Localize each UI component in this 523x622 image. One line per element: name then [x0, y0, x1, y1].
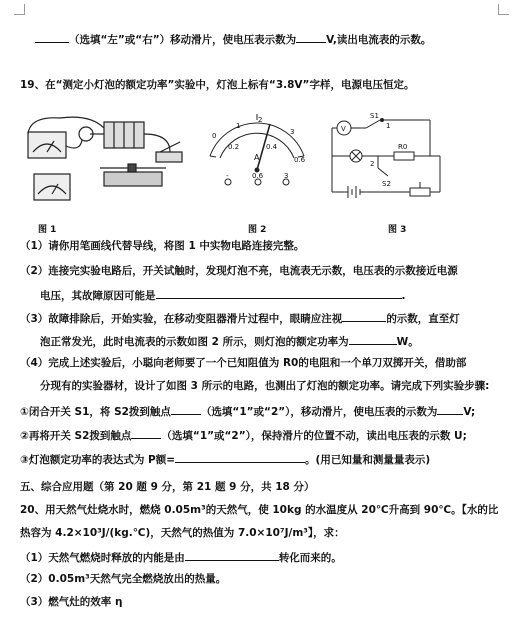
answer-blank[interactable]	[35, 31, 69, 43]
q19-step-3: ③灯泡额定功率的表达式为 P额= 。(用已知量和测量量表示)	[20, 451, 430, 467]
q19-part-4-line-2: 分现有的实验器材，设计了如图 3 所示的电路，也测出了灯泡的额定功率。请完成下列实验步骤:	[40, 380, 490, 392]
q20-stem-line-1: 20、用天然气灶烧水时，燃烧 0.05m³的天然气，使 10kg 的水温度从 20℃升高到 90℃。【水的比	[20, 504, 499, 516]
figure-2-label: 图 2	[248, 225, 267, 235]
q19-part-1: （1）请你用笔画线代替导线，将图 1 中实物电路连接完整。	[20, 240, 305, 252]
answer-blank[interactable]	[131, 427, 161, 439]
ammeter-terminal-label: -	[226, 172, 229, 180]
q20-part-2: （2）0.05m³天然气完全燃烧放出的热量。	[20, 573, 227, 585]
q19-step-1: ①闭合开关 S1，将 S2拨到触点 （选填“1”或“2”），移动滑片，使电压表的示数为 V;	[20, 403, 475, 419]
ammeter-tick-label: 3	[290, 128, 295, 136]
q20-stem-line-2: 热容为 4.2×10³J/(kg.℃)，天然气的热值为 7.0×10⁷J/m³】，求：	[20, 527, 345, 539]
q19-stem: 19、在“测定小灯泡的额定功率”实验中，灯泡上标有“3.8V”字样，电源电压恒定。	[20, 79, 415, 91]
resistor-r0-label: R0	[398, 143, 408, 151]
answer-blank[interactable]	[171, 403, 201, 415]
voltmeter-symbol-label: V	[341, 125, 346, 133]
section-5-heading: 五、综合应用题（第 20 题 9 分，第 21 题 9 分，共 18 分）	[20, 481, 315, 493]
ammeter-tick-label: 0	[212, 132, 217, 140]
answer-blank[interactable]	[296, 31, 326, 43]
switch-s2-label: S2	[382, 180, 391, 188]
q20-part-1: （1）天然气燃烧时释放的内能是由 转化而来的。	[20, 549, 342, 565]
ammeter-terminal-label: 3	[284, 172, 289, 180]
ammeter-tick-label: 0.4	[266, 143, 278, 151]
ammeter-tick-label: 1	[236, 122, 241, 130]
answer-blank[interactable]	[437, 403, 463, 415]
ammeter-tick-label: 2	[258, 116, 263, 124]
page-corner-mark	[498, 4, 509, 15]
figure-1-label: 图 1	[38, 225, 57, 235]
switch-s1-label: S1	[370, 112, 379, 120]
figure-1-circuit-diagram	[20, 112, 190, 217]
figure-3-label: 图 3	[388, 225, 407, 235]
q20-part-3: （3）燃气灶的效率 η	[20, 596, 123, 608]
q19-part-2-line-2: 电压，其故障原因可能是 .	[40, 287, 406, 303]
q19-part-4-line-1: （4）完成上述实验后，小聪向老师要了一个已知阻值为 R0的电阻和一个单刀双掷开关，借助部	[20, 357, 467, 369]
ammeter-tick-label: 0.6	[294, 156, 306, 164]
page-corner-mark	[14, 4, 25, 15]
q19-part-2-line-1: （2）连接完实验电路后，开关试触时，发现灯泡不亮，电流表无示数，电压表的示数接近电源	[20, 265, 458, 277]
answer-blank[interactable]	[342, 310, 386, 322]
figure-3-schematic	[326, 112, 448, 210]
q19-part-3-line-2: 泡正常发光，此时电流表的示数如图 2 所示，则灯泡的额定功率为 W。	[40, 333, 419, 349]
contact-2-label: 2	[370, 160, 375, 168]
contact-1-label: 1	[386, 122, 391, 130]
q19-part-3-line-1: （3）故障排除后，开始实验，在移动变阻器滑片过程中，眼睛应注视 的示数，直至灯	[20, 310, 460, 326]
answer-blank[interactable]	[349, 333, 397, 345]
q19-step-2: ②再将开关 S2拨到触点 （选填“1”或“2”），保持滑片的位置不动，读出电压表的示数 U;	[20, 427, 467, 443]
ammeter-tick-label: 0.2	[228, 143, 240, 151]
answer-blank[interactable]	[185, 549, 279, 561]
ammeter-unit-label: A	[254, 153, 260, 162]
answer-blank[interactable]	[175, 451, 305, 463]
figure-2-ammeter-dial	[198, 112, 316, 187]
ammeter-terminal-label: 0.6	[252, 172, 264, 180]
answer-blank[interactable]	[156, 287, 402, 299]
q18-continuation-line: （选填“左”或“右”）移动滑片，使电压表示数为 V,读出电流表的示数。	[35, 31, 431, 47]
